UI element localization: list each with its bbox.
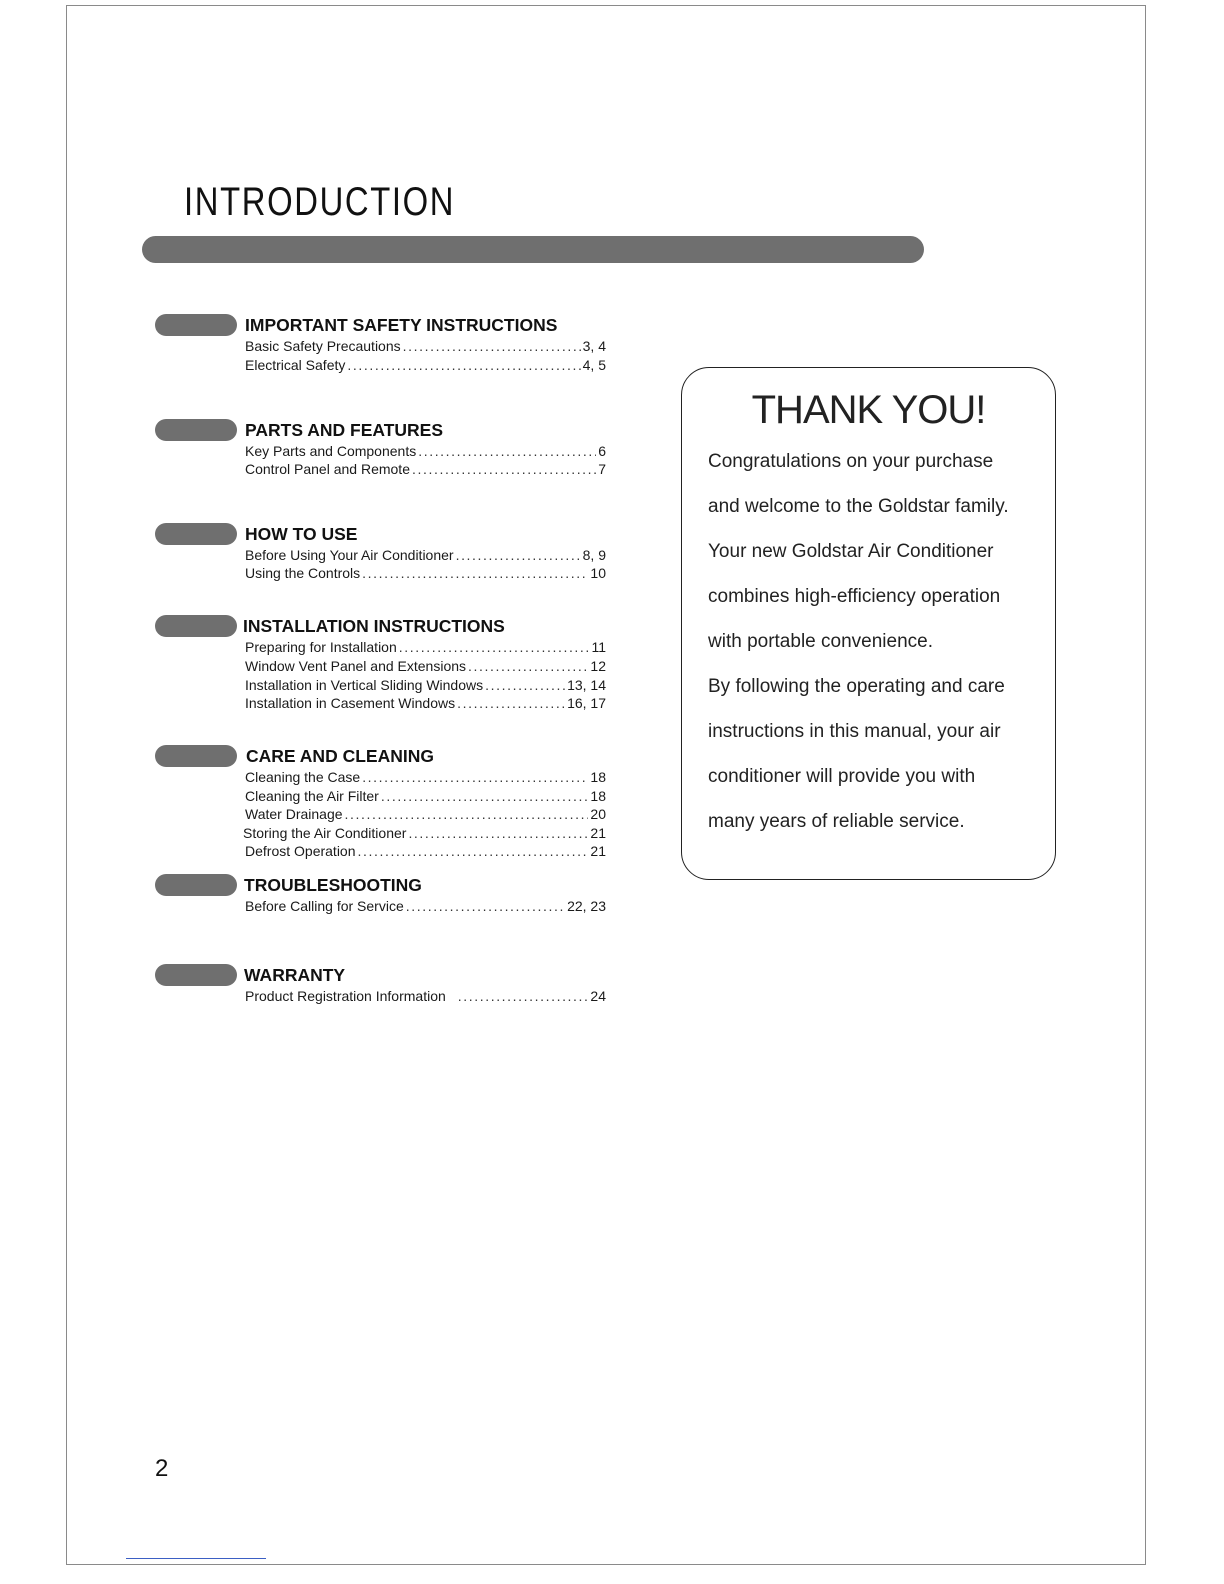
section-heading: TROUBLESHOOTING — [244, 875, 422, 895]
toc-entry[interactable] — [245, 657, 606, 675]
toc-entry-page: 13, 14 — [567, 677, 606, 693]
toc-entry-page: 3, 4 — [582, 338, 606, 354]
toc-entry-label: Window Vent Panel and Extensions — [245, 658, 467, 674]
section-heading: INSTALLATION INSTRUCTIONS — [243, 616, 505, 636]
thank-you-line: By following the operating and care — [708, 676, 1005, 697]
toc-entry-label: Before Calling for Service — [245, 898, 404, 914]
toc-entry-page: 10 — [590, 565, 606, 581]
toc-entry[interactable] — [245, 460, 606, 478]
toc-entry-page: 8, 9 — [582, 547, 606, 563]
toc-entry-label: Installation in Vertical Sliding Windows — [245, 677, 484, 693]
title-divider-bar — [142, 236, 924, 263]
toc-entry-page: 6 — [598, 443, 606, 459]
section-heading: WARRANTY — [244, 965, 346, 985]
toc-entry-label: Key Parts and Components — [245, 443, 417, 459]
leader-dots — [456, 546, 581, 564]
toc-entry-page: 20 — [590, 806, 606, 822]
section-marker — [155, 874, 237, 896]
thank-you-line: instructions in this manual, your air — [708, 721, 1001, 742]
section-heading: IMPORTANT SAFETY INSTRUCTIONS — [245, 315, 558, 335]
page-title: INTRODUCTION — [184, 180, 456, 224]
leader-dots — [362, 564, 588, 582]
toc-entry-page: 22, 23 — [567, 898, 606, 914]
toc-entry-page: 21 — [590, 825, 606, 841]
toc-entry-page: 4, 5 — [582, 357, 606, 373]
toc-entry[interactable] — [245, 768, 606, 786]
leader-dots — [403, 337, 581, 355]
toc-entry-page: 18 — [590, 769, 606, 785]
toc-entry-label: Cleaning the Case — [245, 769, 361, 785]
toc-entry[interactable] — [245, 564, 606, 582]
leader-dots — [358, 842, 589, 860]
toc-entry-label: Before Using Your Air Conditioner — [245, 547, 454, 563]
section-marker — [155, 964, 237, 986]
toc-entry-page: 7 — [598, 461, 606, 477]
page-number: 2 — [155, 1455, 169, 1482]
leader-dots — [362, 768, 588, 786]
toc-entry-label: Electrical Safety — [245, 357, 346, 373]
toc-entry[interactable] — [243, 824, 606, 842]
thank-you-box — [681, 367, 1056, 880]
toc-entry[interactable] — [245, 676, 606, 694]
leader-dots — [412, 460, 596, 478]
leader-dots — [406, 897, 565, 915]
toc-entry-label: Product Registration Information — [245, 988, 446, 1004]
thank-you-line: and welcome to the Goldstar family. — [708, 496, 1009, 517]
toc-entry-page: 12 — [590, 658, 606, 674]
leader-dots — [418, 442, 596, 460]
toc-entry[interactable] — [245, 442, 606, 460]
thank-you-line: Congratulations on your purchase — [708, 451, 994, 472]
toc-entry[interactable] — [245, 694, 606, 712]
leader-dots — [408, 824, 588, 842]
toc-entry-label: Using the Controls — [245, 565, 361, 581]
section-heading: PARTS AND FEATURES — [245, 420, 444, 440]
toc-entry[interactable] — [245, 987, 606, 1005]
thank-you-title: THANK YOU! — [751, 388, 986, 432]
leader-dots — [468, 657, 588, 675]
toc-entry-label: Water Drainage — [245, 806, 343, 822]
thank-you-line: combines high-efficiency operation — [708, 586, 1001, 607]
toc-entry[interactable] — [245, 356, 606, 374]
toc-entry[interactable] — [245, 805, 606, 823]
thank-you-line: many years of reliable service. — [708, 811, 965, 832]
toc-entry-label: Storing the Air Conditioner — [243, 825, 407, 841]
section-marker — [155, 615, 237, 637]
section-marker — [155, 523, 237, 545]
toc-entry-page: 18 — [590, 788, 606, 804]
section-marker — [155, 419, 237, 441]
leader-dots — [485, 676, 565, 694]
toc-entry-label: Cleaning the Air Filter — [245, 788, 379, 804]
section-heading: CARE AND CLEANING — [246, 746, 434, 766]
toc-entry-page: 11 — [591, 639, 606, 655]
toc-entry-label: Defrost Operation — [245, 843, 356, 859]
leader-dots — [458, 987, 589, 1005]
leader-dots — [345, 805, 589, 823]
toc-entry-label: Basic Safety Precautions — [245, 338, 401, 354]
footer-link-underline[interactable] — [126, 1558, 266, 1559]
section-marker — [155, 314, 237, 336]
leader-dots — [457, 694, 565, 712]
toc-entry[interactable] — [245, 638, 606, 656]
thank-you-line: with portable convenience. — [708, 631, 933, 652]
toc-entry[interactable] — [245, 897, 606, 915]
leader-dots — [347, 356, 580, 374]
toc-entry[interactable] — [245, 337, 606, 355]
leader-dots — [381, 787, 589, 805]
thank-you-line: Your new Goldstar Air Conditioner — [708, 541, 994, 562]
toc-entry-label: Control Panel and Remote — [245, 461, 410, 477]
toc-entry-label: Installation in Casement Windows — [245, 695, 456, 711]
toc-entry-page: 21 — [590, 843, 606, 859]
toc-entry[interactable] — [245, 546, 606, 564]
section-heading: HOW TO USE — [245, 524, 358, 544]
section-marker — [155, 745, 237, 767]
toc-entry-page: 24 — [590, 988, 606, 1004]
toc-entry[interactable] — [245, 842, 606, 860]
leader-dots — [399, 638, 590, 656]
toc-entry[interactable] — [245, 787, 606, 805]
toc-entry-page: 16, 17 — [567, 695, 606, 711]
toc-entry-label: Preparing for Installation — [245, 639, 397, 655]
thank-you-line: conditioner will provide you with — [708, 766, 976, 787]
